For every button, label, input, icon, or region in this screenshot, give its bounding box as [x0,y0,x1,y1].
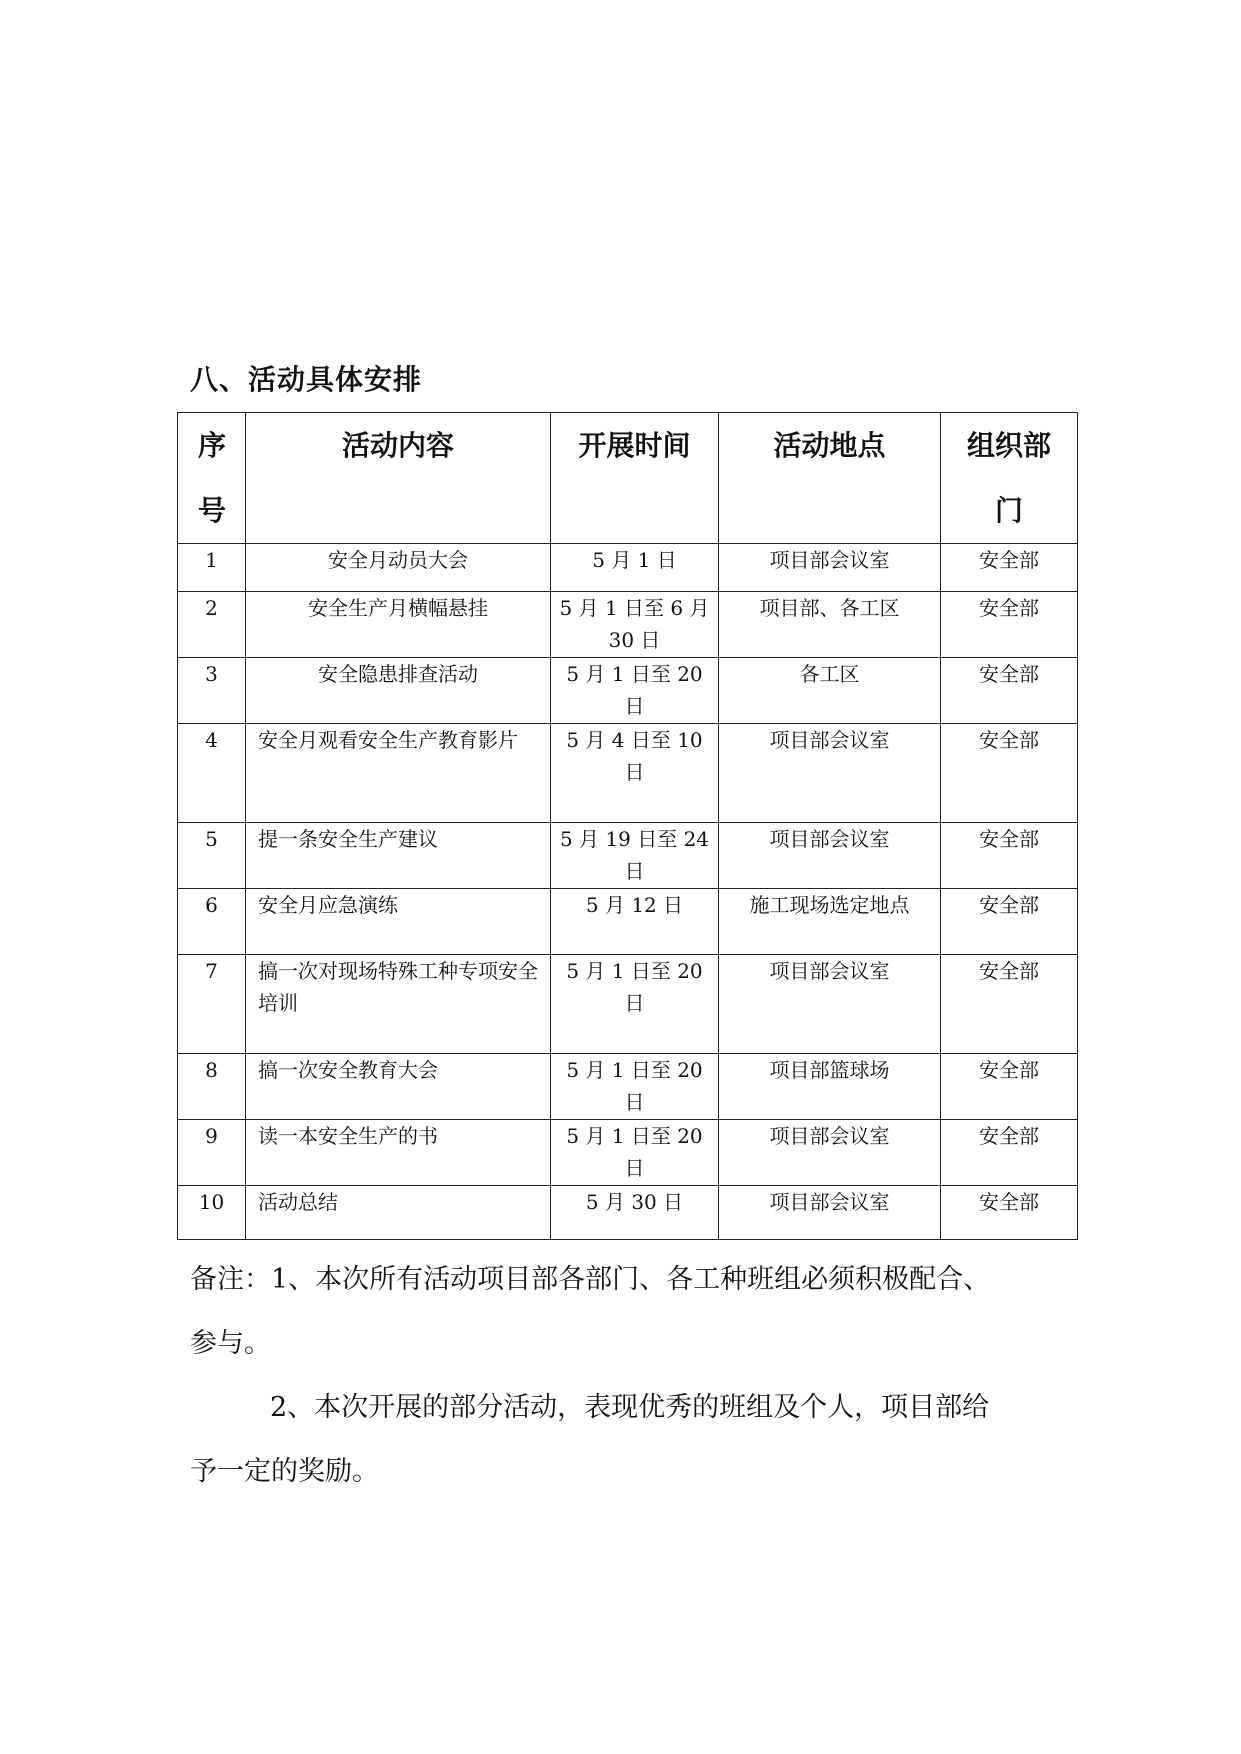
cell-time: 5 月 1 日 [551,544,719,592]
cell-no: 2 [178,592,246,658]
header-location: 活动地点 [719,413,941,544]
cell-time: 5 月 1 日至 20 日 [551,1054,719,1120]
header-time: 开展时间 [551,413,719,544]
cell-no: 10 [178,1186,246,1240]
cell-time: 5 月 1 日至 6 月 30 日 [551,592,719,658]
activity-schedule-table [177,412,1078,1240]
table-row [178,1186,1078,1240]
cell-content: 搞一次对现场特殊工种专项安全培训 [246,955,551,1054]
cell-org: 安全部 [941,955,1078,1054]
cell-content: 提一条安全生产建议 [246,823,551,889]
cell-location: 项目部会议室 [719,724,941,823]
cell-content: 安全生产月横幅悬挂 [246,592,551,658]
cell-content: 读一本安全生产的书 [246,1120,551,1186]
cell-location: 施工现场选定地点 [719,889,941,955]
note-line-1: 备注：1、本次所有活动项目部各部门、各工种班组必须积极配合、 [190,1264,991,1295]
cell-no: 4 [178,724,246,823]
cell-location: 项目部会议室 [719,1120,941,1186]
header-org: 组织部门 [941,413,1078,544]
cell-location: 项目部会议室 [719,823,941,889]
cell-time: 5 月 12 日 [551,889,719,955]
cell-location: 项目部、各工区 [719,592,941,658]
table-row [178,955,1078,1054]
cell-org: 安全部 [941,592,1078,658]
cell-no: 7 [178,955,246,1054]
table-row [178,1120,1078,1186]
cell-content: 安全隐患排查活动 [246,658,551,724]
cell-time: 5 月 19 日至 24 日 [551,823,719,889]
cell-no: 9 [178,1120,246,1186]
cell-no: 8 [178,1054,246,1120]
cell-org: 安全部 [941,823,1078,889]
cell-org: 安全部 [941,889,1078,955]
cell-org: 安全部 [941,1120,1078,1186]
cell-location: 各工区 [719,658,941,724]
cell-org: 安全部 [941,658,1078,724]
table-row [178,658,1078,724]
cell-org: 安全部 [941,1054,1078,1120]
cell-time: 5 月 4 日至 10 日 [551,724,719,823]
cell-no: 3 [178,658,246,724]
cell-content: 安全月动员大会 [246,544,551,592]
table-header-row [178,413,1078,544]
cell-location: 项目部会议室 [719,1186,941,1240]
cell-no: 6 [178,889,246,955]
table-row [178,889,1078,955]
header-content: 活动内容 [246,413,551,544]
cell-time: 5 月 30 日 [551,1186,719,1240]
cell-org: 安全部 [941,724,1078,823]
table-row [178,823,1078,889]
cell-content: 活动总结 [246,1186,551,1240]
header-no: 序号 [178,413,246,544]
cell-org: 安全部 [941,544,1078,592]
cell-content: 安全月观看安全生产教育影片 [246,724,551,823]
cell-time: 5 月 1 日至 20 日 [551,955,719,1054]
cell-no: 1 [178,544,246,592]
table-row [178,592,1078,658]
cell-org: 安全部 [941,1186,1078,1240]
cell-time: 5 月 1 日至 20 日 [551,658,719,724]
cell-time: 5 月 1 日至 20 日 [551,1120,719,1186]
table-row [178,544,1078,592]
table-row [178,724,1078,823]
cell-location: 项目部会议室 [719,955,941,1054]
table-row [178,1054,1078,1120]
cell-location: 项目部会议室 [719,544,941,592]
note-line-2: 参与。 [190,1328,271,1359]
cell-location: 项目部篮球场 [719,1054,941,1120]
cell-content: 安全月应急演练 [246,889,551,955]
section-title: 八、活动具体安排 [190,363,423,396]
cell-no: 5 [178,823,246,889]
note-line-3: 2、本次开展的部分活动，表现优秀的班组及个人，项目部给 [270,1392,990,1423]
cell-content: 搞一次安全教育大会 [246,1054,551,1120]
note-line-4: 予一定的奖励。 [190,1456,379,1487]
